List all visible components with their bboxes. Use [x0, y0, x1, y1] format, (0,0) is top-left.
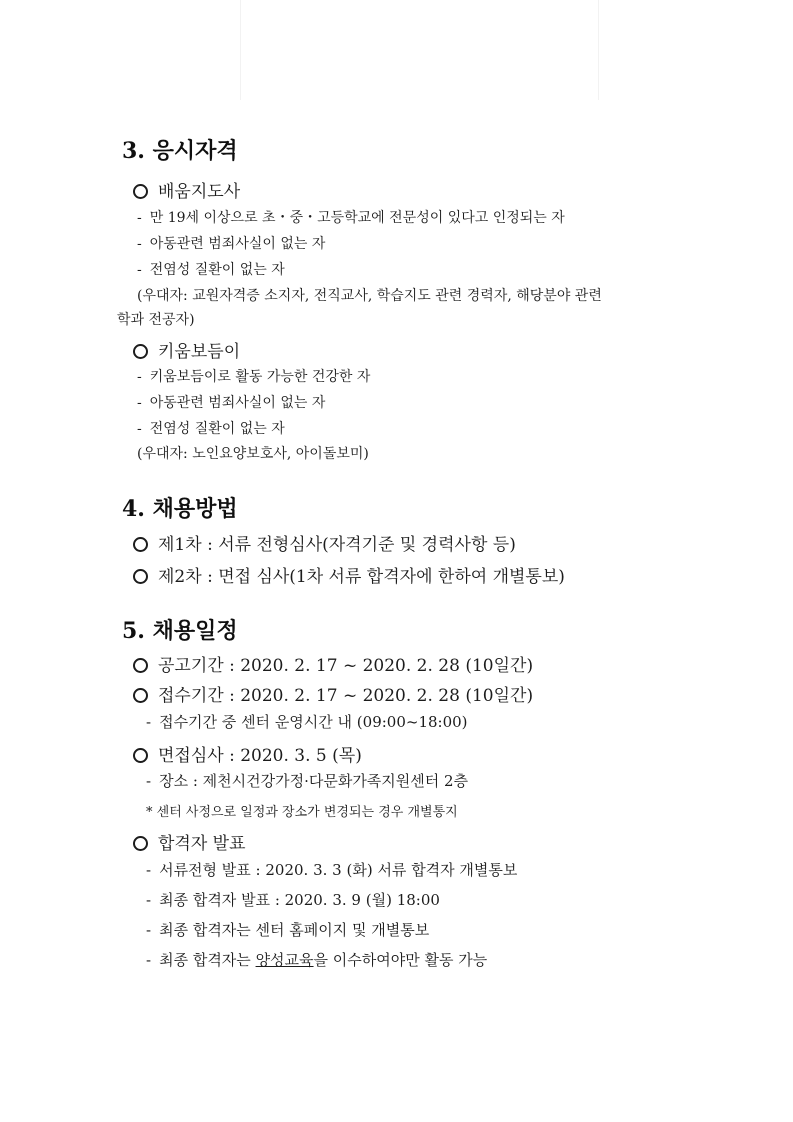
- section-4-title: 4. 채용방법: [122, 496, 238, 522]
- group-label-learning-instructor: 배움지도사: [133, 177, 240, 202]
- list-item: - 서류전형 발표 : 2020. 3. 3 (화) 서류 합격자 개별통보: [146, 861, 518, 879]
- training-underlined: 양성교육: [255, 951, 314, 969]
- circle-bullet-icon: [133, 184, 148, 199]
- list-item: - 최종 합격자는 센터 홈페이지 및 개별통보: [146, 921, 430, 939]
- list-item: - 최종 합격자 발표 : 2020. 3. 9 (월) 18:00: [146, 891, 440, 909]
- list-item: - 전염성 질환이 없는 자: [137, 262, 285, 278]
- circle-bullet-icon: [133, 658, 148, 673]
- circle-bullet-icon: [133, 537, 148, 552]
- receipt-period: 접수기간 : 2020. 2. 17 ~ 2020. 2. 28 (10일간): [133, 681, 533, 706]
- list-item: - 키움보듬이로 활동 가능한 건강한 자: [137, 369, 371, 385]
- list-item: 제2차 : 면접 심사(1차 서류 합격자에 한하여 개별통보): [133, 562, 565, 587]
- preference-note: (우대자: 교원자격증 소지자, 전직교사, 학습지도 관련 경력자, 해당분야 관련: [137, 288, 602, 304]
- result-announcement: 합격자 발표: [133, 829, 246, 854]
- change-notice: * 센터 사정으로 일정과 장소가 변경되는 경우 개별통지: [146, 805, 458, 820]
- list-item: - 아동관련 범죄사실이 없는 자: [137, 236, 326, 252]
- scan-artifact: [598, 0, 599, 100]
- list-item: - 만 19세 이상으로 초・중・고등학교에 전문성이 있다고 인정되는 자: [137, 210, 565, 226]
- scan-artifact: [240, 0, 241, 100]
- section-3-title: 3. 응시자격: [122, 138, 238, 164]
- list-item: - 전염성 질환이 없는 자: [137, 421, 285, 437]
- circle-bullet-icon: [133, 836, 148, 851]
- circle-bullet-icon: [133, 569, 148, 584]
- list-item: 제1차 : 서류 전형심사(자격기준 및 경력사항 등): [133, 530, 516, 555]
- interview-date: 면접심사 : 2020. 3. 5 (목): [133, 741, 362, 766]
- preference-note: (우대자: 노인요양보호사, 아이돌보미): [137, 446, 369, 462]
- preference-note-continued: 학과 전공자): [117, 312, 195, 328]
- group-label-care-helper: 키움보듬이: [133, 337, 240, 362]
- circle-bullet-icon: [133, 688, 148, 703]
- notice-period: 공고기간 : 2020. 2. 17 ~ 2020. 2. 28 (10일간): [133, 651, 533, 676]
- circle-bullet-icon: [133, 748, 148, 763]
- list-item: - 최종 합격자는 양성교육을 이수하여야만 활동 가능: [146, 951, 488, 969]
- list-item: - 장소 : 제천시건강가정·다문화가족지원센터 2층: [146, 772, 469, 790]
- list-item: - 아동관련 범죄사실이 없는 자: [137, 395, 326, 411]
- circle-bullet-icon: [133, 344, 148, 359]
- list-item: - 접수기간 중 센터 운영시간 내 (09:00~18:00): [146, 713, 468, 731]
- section-5-title: 5. 채용일정: [122, 618, 238, 644]
